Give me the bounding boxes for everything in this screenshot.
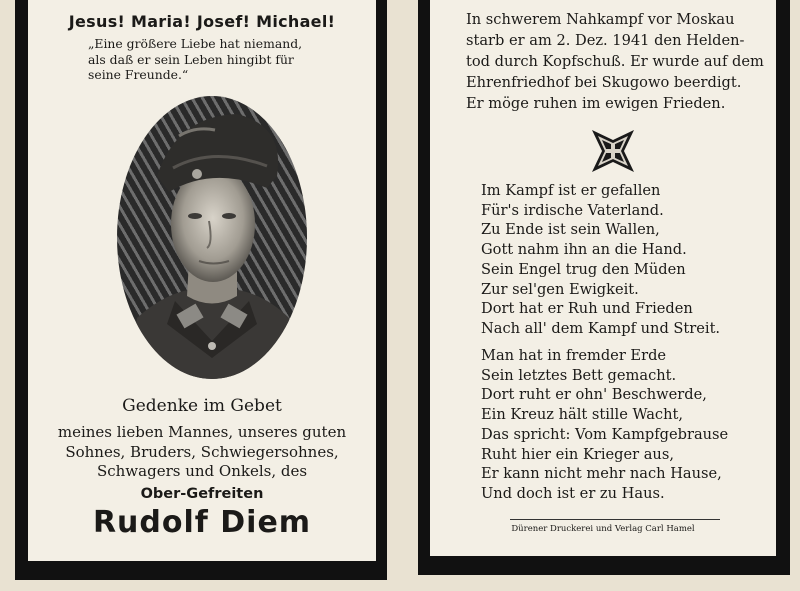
left-panel (28, 0, 376, 561)
poem-line: Für's irdische Vaterland. (481, 201, 664, 219)
poem-line: Im Kampf ist er gefallen (481, 182, 661, 199)
printer-imprint: Dürener Druckerei und Verlag Carl Hamel (511, 524, 695, 534)
poem-line: Gott nahm ihn an die Hand. (481, 241, 687, 259)
quote-line: seine Freunde.“ (88, 67, 189, 82)
poem-line: Zur sel'gen Ewigkeit. (481, 280, 639, 298)
poem-stanza-2 (481, 346, 781, 504)
notice-line: Er möge ruhen im ewigen Frieden. (466, 95, 726, 112)
notice-line: tod durch Kopfschuß. Er wurde auf dem (466, 53, 764, 70)
family-line: meines lieben Mannes, unseres guten (57, 423, 347, 441)
iron-cross-icon (590, 128, 636, 174)
poem-line: Sein Engel trug den Müden (481, 260, 686, 278)
notice-line: starb er am 2. Dez. 1941 den Helden- (466, 32, 745, 49)
poem-line: Und doch ist er zu Haus. (481, 484, 665, 502)
notice-line: Ehrenfriedhof bei Skugowo beerdigt. (466, 74, 742, 91)
header-invocation: Jesus! Maria! Josef! Michael! (68, 12, 336, 31)
poem-line: Er kann nicht mehr nach Hause, (481, 465, 722, 483)
divider (510, 519, 720, 520)
poem-line: Dort ruht er ohn' Beschwerde, (481, 386, 707, 404)
poem-line: Ruht hier ein Krieger aus, (481, 445, 674, 463)
remembrance-heading: Gedenke im Gebet (122, 396, 282, 416)
poem-line: Ein Kreuz hält stille Wacht, (481, 406, 684, 424)
notice-line: In schwerem Nahkampf vor Moskau (466, 11, 735, 28)
poem-line: Dort hat er Ruh und Frieden (481, 300, 693, 318)
quote-line: „Eine größere Liebe hat niemand, (88, 36, 303, 51)
poem-line: Zu Ende ist sein Wallen, (481, 221, 660, 239)
poem-stanza-1 (481, 181, 781, 339)
portrait-image (117, 96, 307, 379)
left-card (15, 0, 387, 580)
poem-line: Das spricht: Vom Kampfgebrause (481, 425, 729, 443)
deceased-name: Rudolf Diem (92, 505, 312, 540)
bible-quote (88, 36, 372, 83)
right-card (418, 0, 790, 575)
right-panel (430, 0, 776, 556)
military-rank: Ober-Gefreiten (140, 486, 264, 502)
death-notice (466, 9, 776, 114)
family-line: Schwagers und Onkels, des (96, 462, 308, 480)
soldier-portrait (117, 96, 307, 379)
family-text (28, 423, 376, 482)
family-line: Sohnes, Bruders, Schwiegersohnes, (65, 442, 339, 461)
poem-line: Sein letztes Bett gemacht. (481, 366, 677, 384)
poem-line: Nach all' dem Kampf und Streit. (481, 319, 721, 337)
quote-line: als daß er sein Leben hingibt für (88, 51, 294, 67)
poem-line: Man hat in fremder Erde (481, 347, 667, 364)
